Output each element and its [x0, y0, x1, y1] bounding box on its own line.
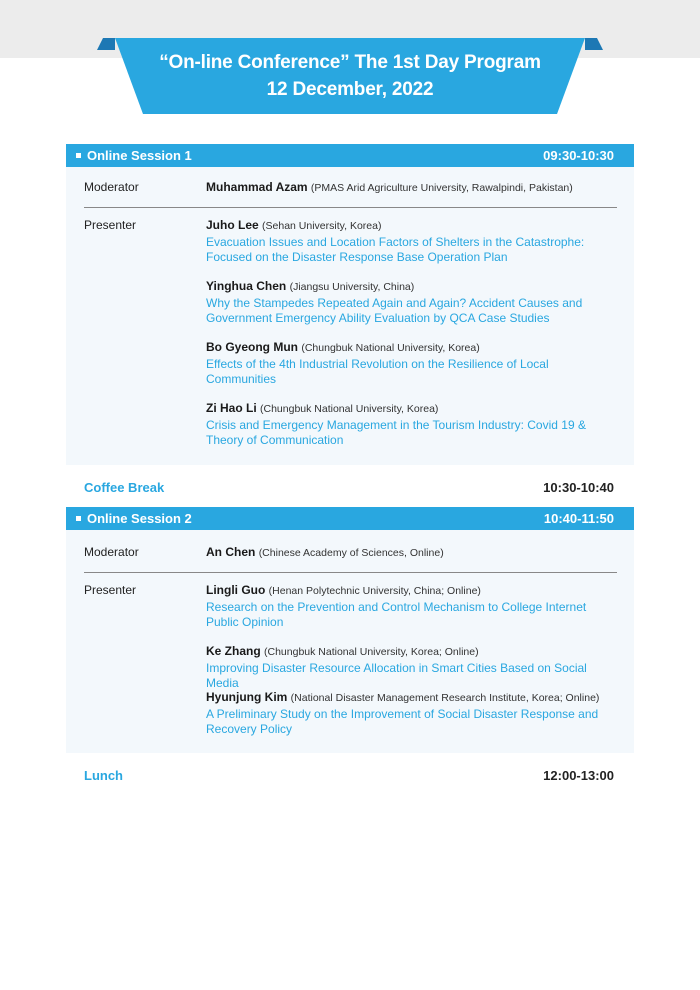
session-1-moderator	[206, 180, 616, 197]
session-2-moderator	[206, 545, 616, 562]
paper-title: Effects of the 4th Industrial Revolution on the Resilience of Local Communities	[206, 356, 549, 386]
session-1-header	[66, 144, 634, 167]
presenter-name: Bo Gyeong Mun	[206, 340, 298, 354]
presenter-affiliation: (Chungbuk National University, Korea)	[260, 403, 439, 415]
coffee-break-time: 10:30-10:40	[543, 480, 614, 495]
title-banner	[95, 36, 605, 118]
session-2-title: Online Session 2	[87, 511, 192, 526]
presenter-affiliation: (Chungbuk National University, Korea)	[301, 342, 480, 354]
program-date: 12 December, 2022	[266, 79, 434, 100]
session-2-presenter-label: Presenter	[84, 583, 137, 597]
presenter-name: Yinghua Chen	[206, 279, 287, 293]
moderator-affiliation: (Chinese Academy of Sciences, Online)	[258, 547, 444, 559]
presenter-name: Lingli Guo	[206, 583, 266, 597]
banner-shape	[95, 36, 605, 118]
presenter-affiliation: (Henan Polytechnic University, China; Online)	[268, 585, 481, 597]
divider	[84, 207, 617, 208]
presenter-name: Ke Zhang	[206, 644, 261, 658]
presenter-entry	[206, 340, 616, 388]
presenter-entry	[206, 583, 616, 631]
paper-title: Why the Stampedes Repeated Again and Again? Accident Causes and Government Emergency Ability Evaluation by QCA Case Studies	[206, 295, 583, 325]
presenter-entry	[206, 401, 616, 449]
divider	[84, 572, 617, 573]
session-1-presenter-label: Presenter	[84, 218, 137, 232]
presenter-affiliation: (Sehan University, Korea)	[262, 220, 382, 232]
paper-title: Research on the Prevention and Control Mechanism to College Internet Public Opinion	[206, 599, 587, 629]
lunch-time: 12:00-13:00	[543, 768, 614, 783]
coffee-break-label: Coffee Break	[84, 480, 165, 495]
presenter-name: Juho Lee	[206, 218, 259, 232]
presenter-name: Hyunjung Kim	[206, 690, 288, 704]
session-2-moderator-label: Moderator	[84, 545, 139, 559]
session-1-title: Online Session 1	[87, 148, 192, 163]
bullet-icon	[76, 516, 81, 521]
presenter-entry	[206, 644, 616, 692]
bullet-icon	[76, 153, 81, 158]
moderator-name: An Chen	[206, 545, 256, 559]
lunch-label: Lunch	[84, 768, 123, 783]
presenter-name: Zi Hao Li	[206, 401, 257, 415]
presenter-affiliation: (National Disaster Management Research Institute, Korea; Online)	[290, 692, 600, 704]
presenter-affiliation: (Chungbuk National University, Korea; Online)	[264, 646, 479, 658]
paper-title: Improving Disaster Resource Allocation in Smart Cities Based on Social Media	[206, 660, 587, 690]
session-2-time: 10:40-11:50	[543, 511, 614, 526]
session-1-time: 09:30-10:30	[543, 148, 614, 163]
moderator-name: Muhammad Azam	[206, 180, 308, 194]
session-1-moderator-label: Moderator	[84, 180, 139, 194]
presenter-affiliation: (Jiangsu University, China)	[289, 281, 415, 293]
presenter-entry	[206, 690, 616, 738]
presenter-entry	[206, 279, 616, 327]
presenter-entry	[206, 218, 616, 266]
session-2-header	[66, 507, 634, 530]
paper-title: Crisis and Emergency Management in the Tourism Industry: Covid 19 & Theory of Communication	[206, 417, 586, 447]
paper-title: Evacuation Issues and Location Factors of Shelters in the Catastrophe: Focused on the Disaster Response Base Operation Plan	[206, 234, 585, 264]
program-title: “On-line Conference” The 1st Day Program	[159, 52, 541, 73]
moderator-affiliation: (PMAS Arid Agriculture University, Rawalpindi, Pakistan)	[310, 182, 573, 194]
paper-title: A Preliminary Study on the Improvement of Social Disaster Response and Recovery Policy	[206, 706, 599, 736]
